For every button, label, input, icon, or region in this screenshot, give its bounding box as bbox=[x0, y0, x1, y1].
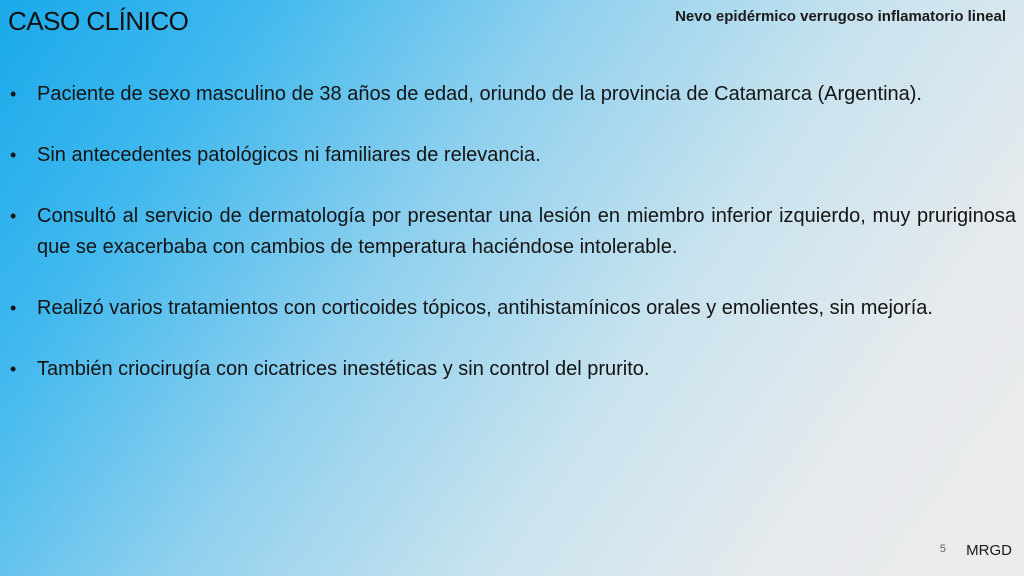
bullet-item bbox=[10, 201, 1016, 263]
footer-tag: MRGD bbox=[966, 542, 1012, 559]
bullet-icon: • bbox=[10, 359, 17, 379]
bullet-item bbox=[10, 140, 1016, 171]
slide-subtitle: Nevo epidérmico verrugoso inflamatorio lineal bbox=[675, 8, 1006, 25]
bullet-item bbox=[10, 79, 1016, 110]
bullet-icon: • bbox=[10, 84, 17, 104]
bullet-icon: • bbox=[10, 298, 17, 318]
bullet-item bbox=[10, 293, 1016, 324]
page-number: 5 bbox=[939, 543, 946, 555]
bullet-item bbox=[10, 354, 1016, 385]
slide-title: CASO CLÍNICO bbox=[8, 6, 189, 36]
bullet-icon: • bbox=[10, 145, 17, 165]
bullet-text: Consultó al servicio de dermatología por presentar una lesión en miembro inferior izquierdo, muy pruriginosa que se exacerbaba con cambios de temperatura haciéndose intolerable. bbox=[37, 205, 1016, 258]
bullet-text: También criocirugía con cicatrices inestéticas y sin control del prurito. bbox=[37, 358, 650, 380]
bullet-icon: • bbox=[10, 206, 17, 226]
bullet-text: Realizó varios tratamientos con corticoides tópicos, antihistamínicos orales y emolientes, sin mejoría. bbox=[37, 297, 933, 319]
bullet-text: Sin antecedentes patológicos ni familiares de relevancia. bbox=[37, 144, 541, 166]
bullet-list bbox=[10, 79, 1016, 385]
bullet-text: Paciente de sexo masculino de 38 años de edad, oriundo de la provincia de Catamarca (Argentina). bbox=[37, 83, 922, 105]
